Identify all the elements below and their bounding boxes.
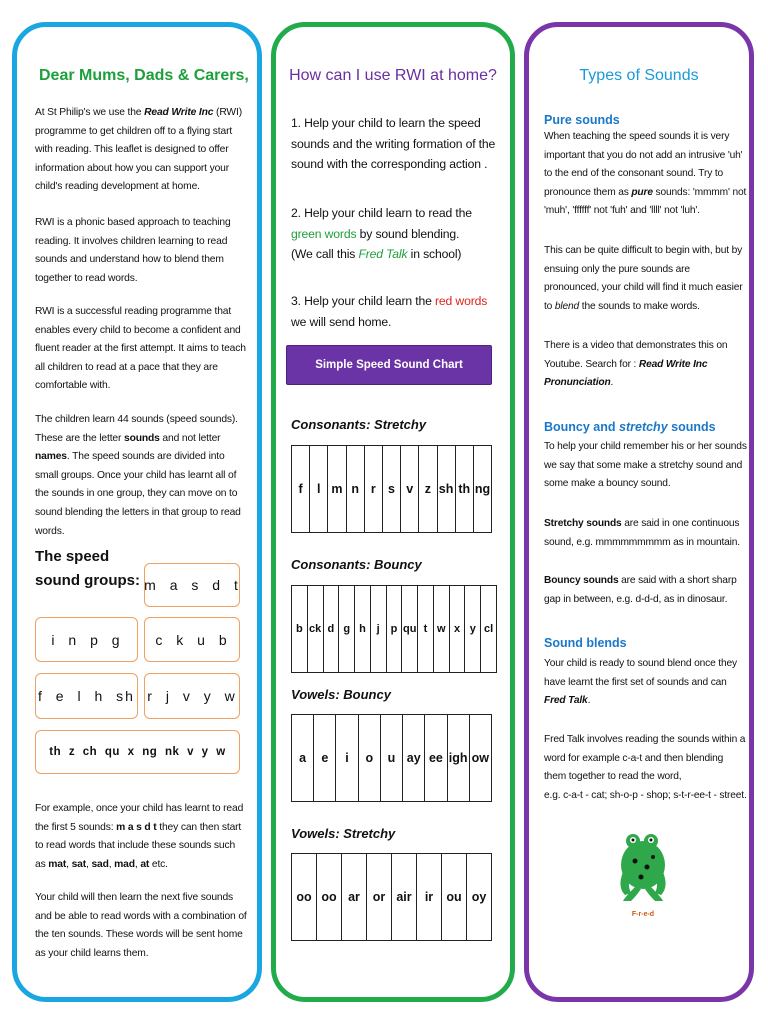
sound-blends-paragraph: Your child is ready to sound blend once they have learnt the first set of sounds and can Fred Talk. [544,658,737,707]
bouncy-stretchy-paragraph: To help your child remember his or her sounds we say that some make a stretchy sound and some make a bouncy sound. [544,441,747,490]
sound-cell: ar [342,854,367,940]
rwi-success-paragraph: RWI is a successful reading programme that enables every child to become a confident and fluent reader at the first attempt. It aims to teach all children to read at a pace that they are comfortable with. [35,306,246,392]
sound-cell: f [292,446,310,532]
sound-cell: qu [402,586,418,672]
panel-rwi-at-home [271,22,515,1002]
pure-sounds-paragraph: When teaching the speed sounds it is very important that you do not add an intrusive 'uh' to the end of the consonant sound. Try to pronounce them as pure sounds: 'mmmm' not 'muh', 'ffffff' not 'fuh' and 'llll' not 'luh'. [544,131,747,217]
sound-cell: t [418,586,434,672]
sound-cell: u [381,715,403,801]
sound-group-box: m a s d t [144,563,240,607]
sound-cell: x [450,586,466,672]
sound-blends-heading: Sound blends [544,636,627,650]
vowels-stretchy-grid [291,853,492,941]
vowels-stretchy-label: Vowels: Stretchy [291,826,396,841]
sound-cell: cl [483,623,494,635]
sound-cell: ee [425,715,447,801]
step-2: 2. Help your child learn to read the green words by sound blending. (We call this Fred Talk in school) [291,206,472,261]
sound-group-box: f e l h sh [35,673,138,719]
sound-cell: oo [317,854,342,940]
fred-talk-paragraph: Fred Talk involves reading the sounds within a word for example c-a-t and then blending them together to read the word, e.g. c-a-t - cat; sh-o-p - shop; s-t-r-ee-t - street. [544,734,747,801]
sound-cell: y [465,586,481,672]
speed-sounds-paragraph: The children learn 44 sounds (speed sounds). These are the letter sounds and not letter names. The speed sounds are divided into small groups. Once your child has learnt all of the sounds in one group, they can move on to sound blending the letters in that group to read words. [35,414,241,537]
bouncy-sounds-paragraph: Bouncy sounds are said with a short sharp gap in between, e.g. d-d-d, as in dinosaur. [544,575,737,605]
sound-cell: v [401,446,419,532]
sound-cell: igh [448,715,470,801]
video-paragraph: There is a video that demonstrates this on Youtube. Search for : Read Write Inc Pronunciation. [544,340,728,389]
sound-cell: air [392,854,417,940]
sound-cell: l [310,446,328,532]
sound-cell: ir [417,854,442,940]
sound-cell: s [383,446,401,532]
rwi-phonic-paragraph: RWI is a phonic based approach to teaching reading. It involves children learning to read sounds and understand how to blend them together to read words. [35,217,231,284]
sound-cell: ou [442,854,467,940]
sound-cell: o [359,715,381,801]
fred-frog-logo [615,827,671,919]
sound-cell: b [292,586,308,672]
sound-cell: w [434,586,450,672]
sound-cell: z [419,446,437,532]
sound-cell: ay [403,715,425,801]
consonants-stretchy-grid [291,445,492,533]
sound-cell: ck [308,586,324,672]
next-sounds-paragraph: Your child will then learn the next five sounds and be able to read words with a combination of the ten sounds. These words will be sent home as your child learns them. [35,892,247,959]
vowels-bouncy-grid [291,714,492,802]
consonants-bouncy-grid [291,585,497,673]
consonants-stretchy-label: Consonants: Stretchy [291,417,427,432]
sound-group-box: i n p g [35,617,138,662]
sound-cell: oo [292,854,317,940]
sound-group-box: th z ch qu x ng nk v y w [35,730,240,774]
step-1: 1. Help your child to learn the speed sounds and the writing formation of the sound with the corresponding action . [291,116,496,171]
panel-types-of-sounds [524,22,754,1002]
vowels-bouncy-label: Vowels: Bouncy [291,687,391,702]
sound-cell: g [339,586,355,672]
sound-cell: th [456,446,474,532]
sound-cell: ow [471,751,490,765]
fred-logo-text: F-r-e-d [631,911,655,918]
consonants-bouncy-label: Consonants: Bouncy [291,557,422,572]
sound-group-box: c k u b [144,617,240,662]
blend-difficulty-paragraph: This can be quite difficult to begin with, but by ensuing only the pure sounds are pronounced, your child will find it much easier to blend the sounds to make words. [544,245,743,312]
speed-sound-chart-heading: Simple Speed Sound Chart [286,345,492,385]
speed-sound-groups-title: The speed sound groups: [35,548,140,589]
stretchy-sounds-paragraph: Stretchy sounds are said in one continuous sound, e.g. mmmmmmmmm as in mountain. [544,518,740,548]
sound-cell: sh [438,446,456,532]
sound-cell: a [292,715,314,801]
sound-cell: d [324,586,340,672]
intro-paragraph: At St Philip's we use the Read Write Inc (RWI) programme to get children off to a flying start with reading. This leaflet is designed to offer information about how you can support your child's reading development at home. [35,107,242,193]
panel1-title: Dear Mums, Dads & Carers, [39,67,249,84]
sound-cell: i [336,715,358,801]
pure-sounds-heading: Pure sounds [544,113,620,127]
sound-cell: j [371,586,387,672]
sound-group-box: r j v y w [144,673,240,719]
sound-cell: p [387,586,403,672]
bouncy-stretchy-heading: Bouncy and stretchy sounds [544,420,716,434]
frog-icon [620,834,665,901]
sound-cell: e [314,715,336,801]
sound-cell: h [355,586,371,672]
sound-cell: ng [474,482,491,496]
example-paragraph: For example, once your child has learnt to read the first 5 sounds: m a s d t they can then start to read words that include these sounds such as mat, sat, sad, mad, at etc. [35,803,244,870]
step-3: 3. Help your child learn the red words we will send home. [291,294,488,329]
sound-cell: r [365,446,383,532]
sound-cell: m [328,446,346,532]
panel-parents-letter [12,22,262,1002]
sound-cell: n [347,446,365,532]
sound-cell: or [367,854,392,940]
sound-cell: oy [471,890,487,904]
panel3-title: Types of Sounds [579,67,699,84]
panel2-title: How can I use RWI at home? [289,67,497,84]
